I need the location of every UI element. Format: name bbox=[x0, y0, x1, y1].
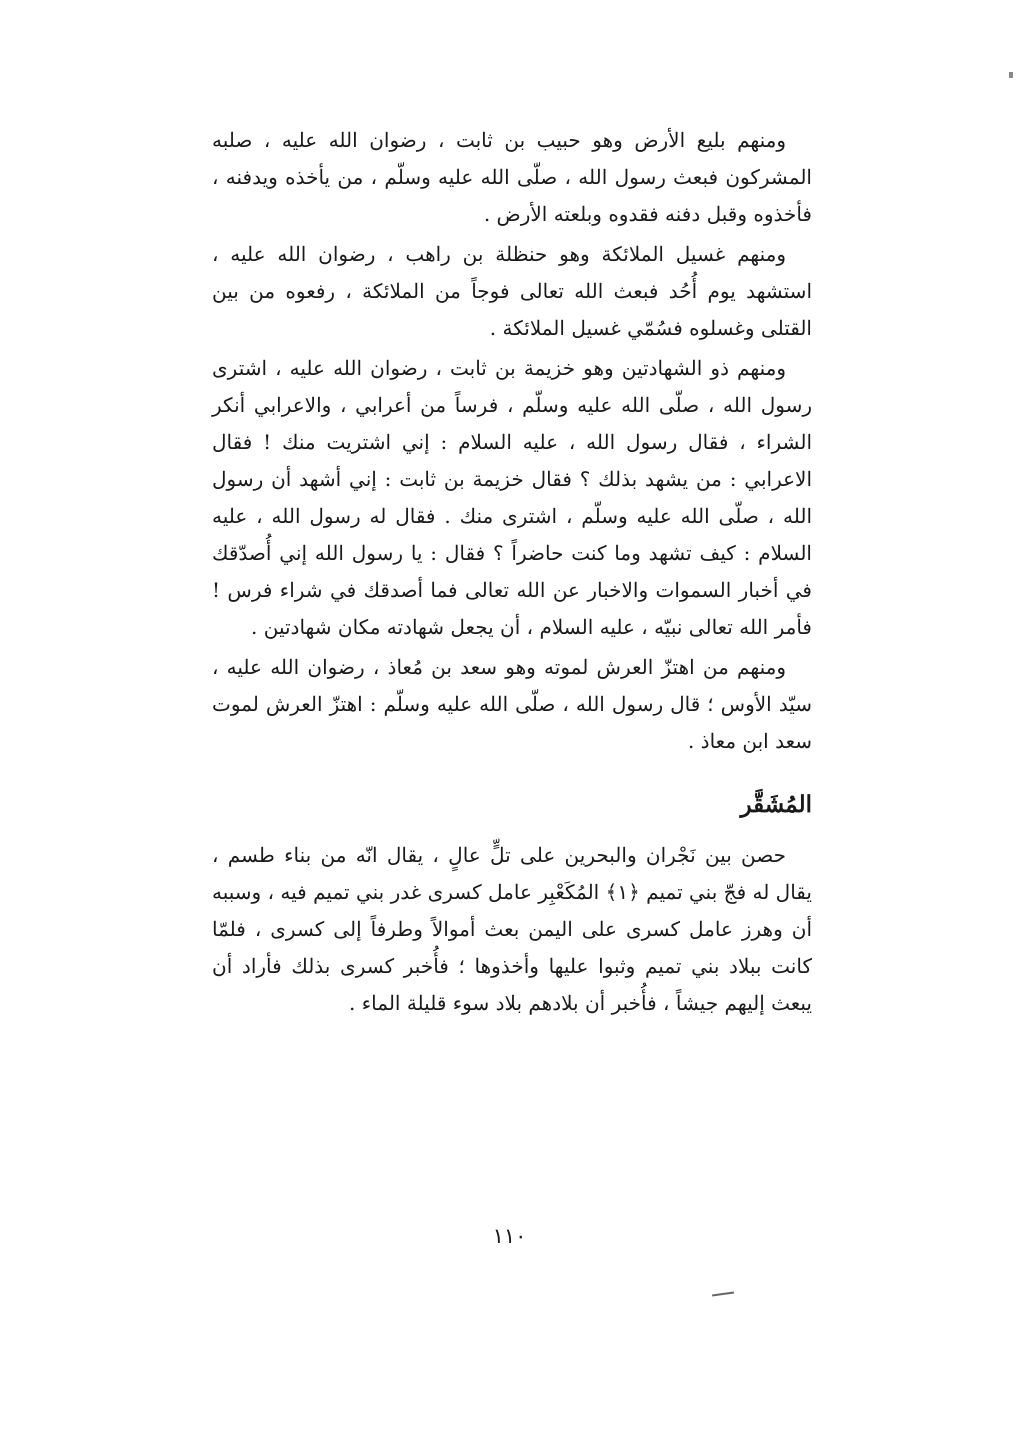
paragraph-hanzala: ومنهم غسيل الملائكة وهو حنظلة بن راهب ، رضوان الله عليه ، استشهد يوم أُحُد فبعث الله تعالى فوجاً من الملائكة ، رفعوه من بين القتلى وغسلوه فسُمّي غسيل الملائكة . bbox=[212, 242, 812, 340]
ink-mark bbox=[712, 1291, 734, 1296]
paragraph-khuzayma: ومنهم ذو الشهادتين وهو خزيمة بن ثابت ، رضوان الله عليه ، اشترى رسول الله ، صلّى الله عليه وسلّم ، فرساً من أعرابي ، والاعرابي أنكر الشراء ، فقال رسول الله ، عليه السلام : إني اشتريت منك ! فقال الاعرابي : من يشهد بذلك ؟ فقال خزيمة بن ثابت : إني أشهد أن رسول الله ، صلّى الله عليه وسلّم ، اشترى منك . فقال له رسول الله ، عليه السلام : كيف تشهد وما كنت حاضراً ؟ فقال : يا رسول الله إني أُصدّقك في أخبار السموات والاخبار عن الله تعالى فما أصدقك في شراء فرس ! فأمر الله تعالى نبيّه ، عليه السلام ، أن يجعل شهادته مكان شهادتين . bbox=[212, 356, 812, 639]
ink-speck bbox=[1009, 72, 1013, 78]
page-number: ١١٠ bbox=[492, 1224, 527, 1248]
page-body bbox=[212, 122, 812, 1025]
paragraph-saad: ومنهم من اهتزّ العرش لموته وهو سعد بن مُعاذ ، رضوان الله عليه ، سيّد الأوس ؛ قال رسول الله ، صلّى الله عليه وسلّم : اهتزّ العرش لموت سعد ابن معاذ . bbox=[212, 655, 812, 753]
paragraph-habib: ومنهم بليع الأرض وهو حبيب بن ثابت ، رضوان الله عليه ، صلبه المشركون فبعث رسول الله ، صلّى الله عليه وسلّم ، من يأخذه ويدفنه ، فأخذوه وقبل دفنه فقدوه وبلعته الأرض . bbox=[212, 128, 812, 226]
section-heading: المُشَقَّر bbox=[740, 791, 812, 818]
paragraph-mushaqqar: حصن بين نَجْران والبحرين على تلٍّ عالٍ ، يقال انّه من بناء طسم ، يقال له فجّ بني تميم ﴿١﴾ المُكَعْبِر عامل كسرى غدر بني تميم فيه ، وسببه أن وهرز عامل كسرى على اليمن بعث أموالاً وطرفاً إلى كسرى ، فلمّا كانت ببلاد بني تميم وثبوا عليها وأخذوها ؛ فأُخبر كسرى بذلك فأراد أن يبعث إليهم جيشاً ، فأُخبر أن بلادهم بلاد سوء قليلة الماء . bbox=[212, 843, 812, 1015]
